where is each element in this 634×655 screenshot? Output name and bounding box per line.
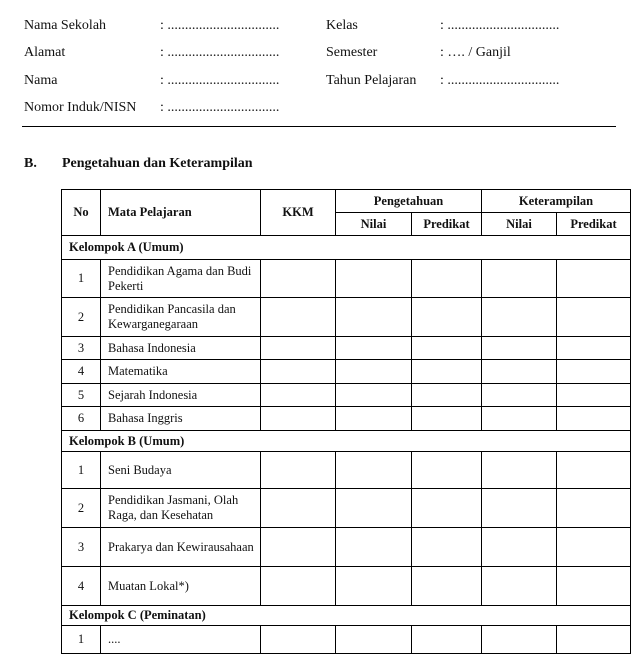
row-subject: Bahasa Indonesia xyxy=(101,337,261,360)
cell-kkm[interactable] xyxy=(261,489,336,528)
cell-skills-score[interactable] xyxy=(482,489,557,528)
cell-skills-predicate[interactable] xyxy=(557,298,631,337)
cell-kkm[interactable] xyxy=(261,298,336,337)
cell-skills-score[interactable] xyxy=(482,407,557,431)
row-subject: Bahasa Inggris xyxy=(101,407,261,431)
cell-skills-score[interactable] xyxy=(482,567,557,606)
header-subject: Mata Pelajaran xyxy=(101,190,261,236)
cell-skills-predicate[interactable] xyxy=(557,489,631,528)
cell-skills-score[interactable] xyxy=(482,626,557,654)
row-no: 4 xyxy=(62,567,101,606)
row-subject: Seni Budaya xyxy=(101,452,261,489)
field-school-name[interactable]: : ................................ xyxy=(160,18,280,33)
row-no: 2 xyxy=(62,489,101,528)
label-address: Alamat xyxy=(24,45,66,60)
row-subject: Pendidikan Jasmani, Olah Raga, dan Kesehatan xyxy=(101,489,261,528)
header-knowledge: Pengetahuan xyxy=(336,190,482,213)
row-no: 1 xyxy=(62,626,101,654)
field-name[interactable]: : ................................ xyxy=(160,73,280,88)
row-no: 2 xyxy=(62,298,101,337)
label-nisn: Nomor Induk/NISN xyxy=(24,100,137,115)
cell-skills-predicate[interactable] xyxy=(557,626,631,654)
cell-knowledge-predicate[interactable] xyxy=(412,528,482,567)
cell-skills-predicate[interactable] xyxy=(557,337,631,360)
cell-skills-score[interactable] xyxy=(482,260,557,298)
cell-skills-score[interactable] xyxy=(482,384,557,407)
cell-knowledge-predicate[interactable] xyxy=(412,407,482,431)
cell-knowledge-score[interactable] xyxy=(336,452,412,489)
cell-knowledge-score[interactable] xyxy=(336,528,412,567)
cell-knowledge-predicate[interactable] xyxy=(412,452,482,489)
group-c-title: Kelompok C (Peminatan) xyxy=(62,606,631,626)
row-no: 1 xyxy=(62,452,101,489)
field-address[interactable]: : ................................ xyxy=(160,45,280,60)
row-subject: Pendidikan Agama dan Budi Pekerti xyxy=(101,260,261,298)
table-row xyxy=(62,298,631,337)
table-row xyxy=(62,360,631,384)
cell-kkm[interactable] xyxy=(261,528,336,567)
cell-kkm[interactable] xyxy=(261,452,336,489)
cell-knowledge-predicate[interactable] xyxy=(412,626,482,654)
cell-skills-predicate[interactable] xyxy=(557,452,631,489)
table-row xyxy=(62,260,631,298)
table-row xyxy=(62,407,631,431)
cell-skills-score[interactable] xyxy=(482,360,557,384)
field-semester[interactable]: : …. / Ganjil xyxy=(440,45,511,60)
cell-kkm[interactable] xyxy=(261,626,336,654)
cell-knowledge-predicate[interactable] xyxy=(412,260,482,298)
table-row xyxy=(62,626,631,654)
header-kkm: KKM xyxy=(261,190,336,236)
cell-kkm[interactable] xyxy=(261,384,336,407)
header-knowledge-predicate: Predikat xyxy=(412,213,482,236)
divider xyxy=(22,126,616,127)
group-b-title: Kelompok B (Umum) xyxy=(62,431,631,452)
cell-skills-predicate[interactable] xyxy=(557,260,631,298)
table-row xyxy=(62,384,631,407)
header-skills: Keterampilan xyxy=(482,190,631,213)
cell-skills-score[interactable] xyxy=(482,337,557,360)
cell-knowledge-predicate[interactable] xyxy=(412,337,482,360)
cell-kkm[interactable] xyxy=(261,337,336,360)
row-no: 3 xyxy=(62,528,101,567)
cell-knowledge-predicate[interactable] xyxy=(412,360,482,384)
row-subject: Sejarah Indonesia xyxy=(101,384,261,407)
cell-knowledge-score[interactable] xyxy=(336,407,412,431)
field-nisn[interactable]: : ................................ xyxy=(160,100,280,115)
row-subject: Muatan Lokal*) xyxy=(101,567,261,606)
cell-knowledge-predicate[interactable] xyxy=(412,298,482,337)
cell-kkm[interactable] xyxy=(261,567,336,606)
table-row xyxy=(62,452,631,489)
label-semester: Semester xyxy=(326,45,378,60)
cell-knowledge-score[interactable] xyxy=(336,337,412,360)
cell-skills-score[interactable] xyxy=(482,298,557,337)
table-row xyxy=(62,337,631,360)
row-no: 6 xyxy=(62,407,101,431)
cell-kkm[interactable] xyxy=(261,260,336,298)
cell-kkm[interactable] xyxy=(261,360,336,384)
cell-knowledge-score[interactable] xyxy=(336,489,412,528)
table-row xyxy=(62,489,631,528)
cell-knowledge-predicate[interactable] xyxy=(412,567,482,606)
cell-knowledge-score[interactable] xyxy=(336,384,412,407)
row-subject: Pendidikan Pancasila dan Kewarganegaraan xyxy=(101,298,261,337)
cell-knowledge-predicate[interactable] xyxy=(412,384,482,407)
label-class: Kelas xyxy=(326,18,358,33)
row-no: 1 xyxy=(62,260,101,298)
grades-table xyxy=(61,189,631,654)
field-academic-year[interactable]: : ................................ xyxy=(440,73,560,88)
section-letter: B. xyxy=(24,156,37,171)
header-skills-score: Nilai xyxy=(482,213,557,236)
row-subject: .... xyxy=(101,626,261,654)
row-no: 4 xyxy=(62,360,101,384)
cell-skills-predicate[interactable] xyxy=(557,360,631,384)
table-row xyxy=(62,567,631,606)
group-a-title: Kelompok A (Umum) xyxy=(62,236,631,260)
section-title: Pengetahuan dan Keterampilan xyxy=(62,156,253,171)
label-academic-year: Tahun Pelajaran xyxy=(326,73,417,88)
table-row xyxy=(62,528,631,567)
header-no: No xyxy=(62,190,101,236)
row-subject: Prakarya dan Kewirausahaan xyxy=(101,528,261,567)
cell-skills-predicate[interactable] xyxy=(557,384,631,407)
header-knowledge-score: Nilai xyxy=(336,213,412,236)
cell-skills-score[interactable] xyxy=(482,528,557,567)
cell-knowledge-predicate[interactable] xyxy=(412,489,482,528)
field-class[interactable]: : ................................ xyxy=(440,18,560,33)
cell-knowledge-score[interactable] xyxy=(336,360,412,384)
cell-skills-predicate[interactable] xyxy=(557,528,631,567)
cell-skills-predicate[interactable] xyxy=(557,407,631,431)
label-name: Nama xyxy=(24,73,58,88)
cell-knowledge-score[interactable] xyxy=(336,626,412,654)
cell-knowledge-score[interactable] xyxy=(336,260,412,298)
cell-knowledge-score[interactable] xyxy=(336,298,412,337)
cell-skills-predicate[interactable] xyxy=(557,567,631,606)
cell-knowledge-score[interactable] xyxy=(336,567,412,606)
row-no: 5 xyxy=(62,384,101,407)
header-skills-predicate: Predikat xyxy=(557,213,631,236)
cell-kkm[interactable] xyxy=(261,407,336,431)
cell-skills-score[interactable] xyxy=(482,452,557,489)
row-no: 3 xyxy=(62,337,101,360)
label-school-name: Nama Sekolah xyxy=(24,18,107,33)
row-subject: Matematika xyxy=(101,360,261,384)
